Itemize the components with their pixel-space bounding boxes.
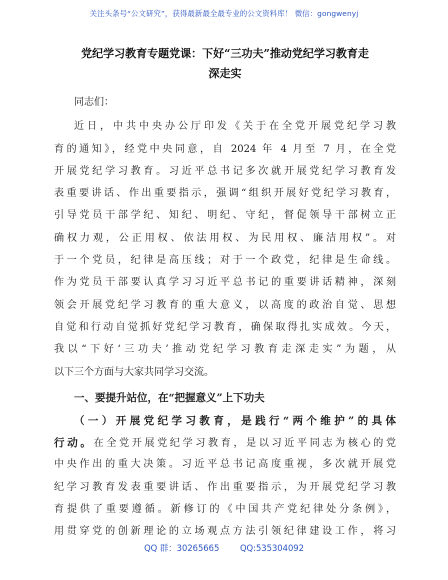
paragraph-line: 以下三个方面与大家共同学习交流。: [54, 366, 214, 378]
document-body: [54, 44, 396, 544]
paragraph-line: 表重要讲话、作出重要指示，强调“组织开展好党纪学习教育，: [54, 188, 396, 200]
paragraph-text: 在全党开展党纪学习教育，是以习近平同志为核心的党: [93, 438, 396, 450]
paragraph-line: 自觉和行动自觉抓好党纪学习教育，确保取得扎实成效。今天，: [54, 321, 396, 333]
intro-paragraph: [54, 116, 396, 384]
paragraph-line: 我以“下好‘三功夫’推动党纪学习教育走深走实”为题，从: [54, 344, 396, 356]
paragraph-line: 于一个党员，纪律是高压线；对于一个政党，纪律是生命线。: [54, 255, 396, 267]
paragraph-line: 纪学习教育发表重要讲话、作出重要指示，为开展党纪学习教: [54, 481, 396, 493]
qq-text: QQ:535304092: [239, 543, 304, 553]
footer-contacts: [0, 542, 448, 554]
title-line: 深走实: [208, 67, 242, 80]
paragraph-line: 近日，中共中央办公厅印发《关于在全党开展党纪学习教: [74, 121, 396, 133]
paragraph-line: 中央作出的重大决策。习近平总书记高度重视，多次就开展党: [54, 459, 396, 471]
subsection-heading: （一）开展党纪学习教育，是践行“两个维护”的具体: [74, 414, 396, 427]
paragraph-line: 确权力观，公正用权、依法用权、为民用权、廉洁用权”。对: [54, 232, 396, 244]
subsection-heading-end: 行动。: [54, 437, 94, 450]
paragraph-line: 作为党员干部要认真学习习近平总书记的重要讲话精神，深刻: [54, 277, 396, 289]
paragraph-line: 育的通知》，经党中央同意，自 2024 年 4 月至 7 月，在全党: [54, 143, 396, 155]
section-heading: 一、要提升站位，在“把握意义”上下功夫: [74, 391, 265, 404]
qq-group-text: QQ 群：30265665: [144, 543, 220, 553]
paragraph-line: 育提供了重要遵循。新修订的《中国共产党纪律处分条例》，: [54, 504, 396, 516]
header-banner: 关注头条号“公文研究”，获得最新最全最专业的公文资料库！ 微信：gongwenyj: [89, 9, 359, 18]
paragraph-line: 领会开展党纪学习教育的重大意义，以高度的政治自觉、思想: [54, 299, 396, 311]
paragraph-line: 开展党纪学习教育。习近平总书记多次就开展党纪学习教育发: [54, 165, 396, 177]
title-line: 党纪学习教育专题党课：下好“三功夫”推动党纪学习教育走: [81, 47, 369, 60]
greeting: 同志们：: [74, 97, 114, 108]
paragraph-line: [54, 432, 396, 454]
document-title: [54, 44, 396, 84]
paragraph-line: 引导党员干部学纪、知纪、明纪、守纪，督促领导干部树立正: [54, 210, 396, 222]
paragraph-line: 用贯穿党的创新理论的立场观点方法引领纪律建设工作，将习: [54, 526, 396, 538]
